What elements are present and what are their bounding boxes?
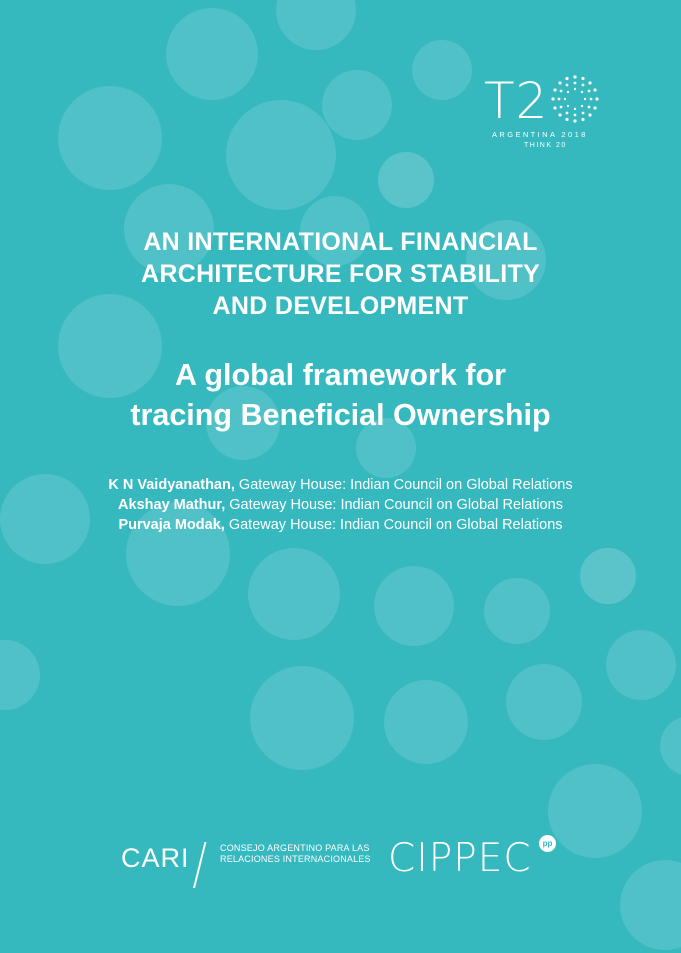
author-line [40, 495, 641, 515]
decorative-circle [58, 86, 162, 190]
report-subtitle [40, 355, 641, 435]
decorative-circle [226, 100, 336, 210]
cari-logo-text [220, 843, 371, 865]
decorative-circle [548, 764, 642, 858]
t20-logo [484, 74, 604, 154]
title-line: ARCHITECTURE FOR STABILITY [141, 260, 540, 288]
author-name: Akshay Mathur, [118, 497, 226, 513]
decorative-circle [0, 640, 40, 710]
decorative-circle [506, 664, 582, 740]
author-list [40, 475, 641, 535]
decorative-circle [412, 40, 472, 100]
title-line: AND DEVELOPMENT [212, 292, 469, 320]
author-affiliation: Gateway House: Indian Council on Global Relations [224, 517, 563, 533]
decorative-circle [276, 0, 356, 50]
subtitle-line: A global framework for [174, 358, 507, 392]
report-title [40, 226, 641, 322]
decorative-circle [606, 630, 676, 700]
author-line [40, 515, 641, 535]
cari-logo: CARI [121, 843, 190, 873]
decorative-circle [378, 152, 434, 208]
t20-logo-country: ARGENTINA 2018 [492, 130, 588, 139]
decorative-circle [484, 578, 550, 644]
decorative-circle [580, 548, 636, 604]
decorative-circle [166, 8, 258, 100]
decorative-circle [620, 860, 681, 950]
cari-name-line: CONSEJO ARGENTINO PARA LAS [220, 843, 370, 853]
decorative-circle [322, 70, 392, 140]
t20-logo-text: T2 [484, 72, 549, 130]
sun-dots-icon [550, 74, 600, 124]
author-name: Purvaja Modak, [118, 517, 225, 533]
author-affiliation: Gateway House: Indian Council on Global Relations [225, 497, 563, 513]
cippec-badge-icon: pp [539, 835, 556, 852]
cippec-logo: CIPPEC [388, 836, 532, 881]
decorative-circle [384, 680, 468, 764]
author-name: K N Vaidyanathan, [108, 477, 235, 493]
cari-name-line: RELACIONES INTERNACIONALES [220, 854, 371, 864]
decorative-circle [374, 566, 454, 646]
author-affiliation: Gateway House: Indian Council on Global Relations [234, 477, 573, 493]
t20-logo-tagline: THINK 20 [524, 142, 567, 149]
cari-logo-slash [193, 842, 206, 888]
decorative-circle [660, 716, 681, 776]
decorative-circle [250, 666, 354, 770]
author-line [40, 475, 641, 495]
decorative-circle [248, 548, 340, 640]
title-line: AN INTERNATIONAL FINANCIAL [143, 228, 538, 256]
subtitle-line: tracing Beneficial Ownership [130, 398, 551, 432]
